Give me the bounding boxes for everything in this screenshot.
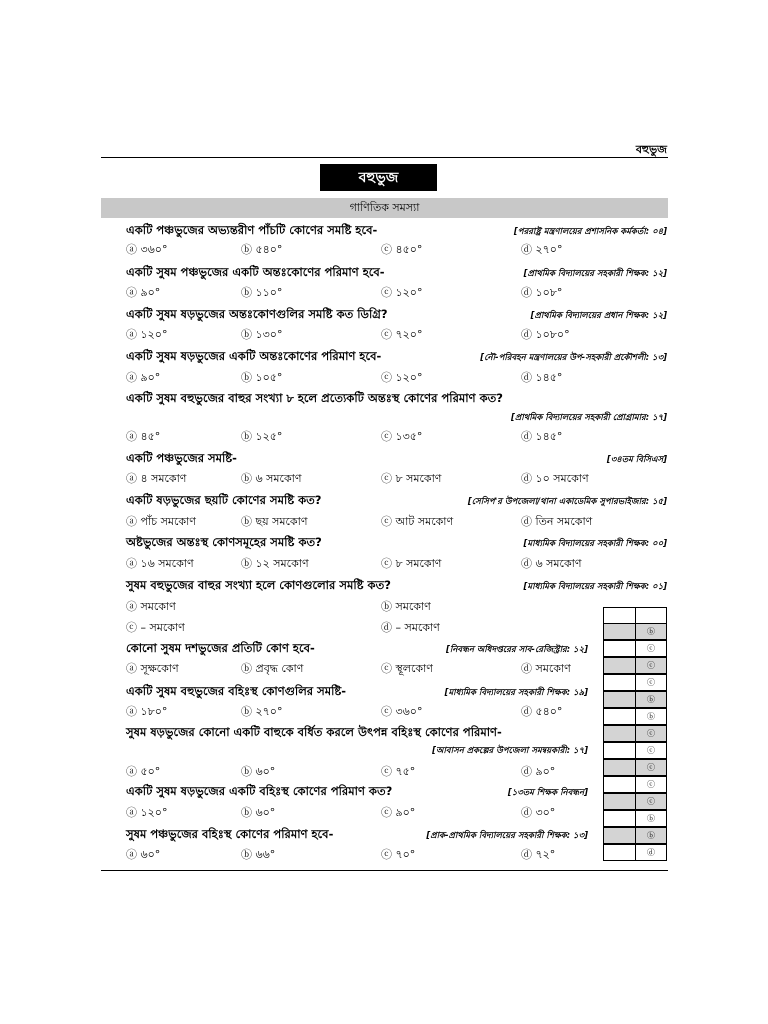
question-source: [মাধ্যমিক বিদ্যালয়ের সহকারী শিক্ষক: ০০] (523, 539, 667, 549)
option-d: ⓓ ১০৮° (521, 286, 563, 299)
option-d: ⓓ ৬ সমকোণ (521, 557, 582, 570)
header-rule (101, 157, 668, 158)
option-c: ⓒ আট সমকোণ (381, 515, 454, 528)
option-c: ⓒ ৯০° (381, 806, 416, 819)
option-b: ⓑ ২৭০° (241, 705, 283, 718)
option-c: ⓒ ৭৫° (381, 765, 416, 778)
option-c: ⓒ ৮ সমকোণ (381, 472, 442, 485)
option-d: ⓓ ১৪৫° (521, 371, 563, 384)
question-source: [প্রাথমিক বিদ্যালয়ের সহকারী শিক্ষক: ১২] (523, 269, 667, 279)
option-a: ⓐ সূক্ষকোণ (126, 662, 179, 675)
option-b: ⓑ ৬০° (241, 806, 276, 819)
option-a: ⓐ ৬০° (126, 848, 161, 861)
answer-key-row: ⓑ (603, 623, 667, 640)
question-text: একটি সুষম পঞ্চভুজের একটি অন্তঃকোণের পরিমাণ হবে- (126, 265, 385, 279)
option-a: ⓐ ৩৬০° (126, 243, 168, 256)
option-b: ⓑ ১১০° (241, 286, 283, 299)
question-text: একটি পঞ্চভুজের সমষ্টি- (126, 451, 237, 465)
question-text: একটি সুষম বহুভুজের বাহুর সংখ্যা ৮ হলে প্রত্যেকটি অন্তঃস্থ কোণের পরিমাণ কত? (126, 391, 503, 405)
option-c: ⓒ ১২০° (381, 371, 423, 384)
option-d: ⓓ ২৭০° (521, 243, 563, 256)
option-d: ⓓ ৩০° (521, 806, 556, 819)
answer-key-row: ⓑ (603, 810, 667, 827)
option-d: ⓓ ১০ সমকোণ (521, 472, 589, 485)
question-text: একটি পঞ্চভুজের অভ্যন্তরীণ পাঁচটি কোণের সমষ্টি হবে- (126, 223, 378, 237)
option-d: ⓓ তিন সমকোণ (521, 515, 593, 528)
option-b: ⓑ ৬০° (241, 765, 276, 778)
answer-key-row: ⓓ (603, 844, 667, 861)
answer-key-row: ⓒ (603, 674, 667, 691)
question-text: একটি ষড়ভুজের ছয়টি কোণের সমষ্টি কত? (126, 493, 322, 507)
question-source: [নিবন্ধন অধিদপ্তরের সাব-রেজিস্ট্রার: ১২] (446, 645, 588, 655)
option-b: ⓑ ৬ সমকোণ (241, 472, 302, 485)
question-source: [সেসিপ'র উপজেলা/থানা একাডেমিক সুপারভাইজার: ১৫] (467, 497, 667, 507)
question-source: [আবাসন প্রকল্পের উপজেলা সমন্বয়কারী: ১৭] (432, 746, 588, 756)
option-c: ⓒ স্থূলকোণ (381, 662, 433, 675)
option-b: ⓑ ১০৫° (241, 371, 283, 384)
option-d: ⓓ ৭২° (521, 848, 556, 861)
answer-key-row: ⓒ (603, 759, 667, 776)
option-a: ⓐ ১২০° (126, 806, 168, 819)
question-text: সুষম বহুভুজের বাহুর সংখ্যা হলে কোণগুলোর সমষ্টি কত? (126, 578, 391, 592)
answer-key-row: ⓑ (603, 708, 667, 725)
answer-key-row: ⓑ (603, 691, 667, 708)
option-c: ⓒ ৩৬০° (381, 705, 423, 718)
option-b: ⓑ ৬৬° (241, 848, 276, 861)
question-text: সুষম পঞ্চভুজের বহিঃস্থ কোণের পরিমাণ হবে- (126, 827, 334, 841)
answer-key-row: ⓒ (603, 776, 667, 793)
option-c: ⓒ ৭২০° (381, 328, 423, 341)
option-a: ⓐ ১৮০° (126, 705, 168, 718)
option-c: ⓒ ৮ সমকোণ (381, 557, 442, 570)
option-a: ⓐ পাঁচ সমকোণ (126, 515, 196, 528)
option-d: ⓓ – সমকোণ (381, 621, 440, 634)
question-text: একটি সুষম ষড়ভুজের অন্তঃকোণগুলির সমষ্টি কত ডিগ্রি? (126, 307, 388, 321)
option-b: ⓑ ১৩০° (241, 328, 283, 341)
option-c: ⓒ ১৩৫° (381, 430, 423, 443)
footer-rule (101, 870, 668, 871)
answer-key-row (603, 607, 667, 624)
question-text: কোনো সুষম দশভুজের প্রতিটি কোণ হবে- (126, 641, 315, 655)
option-a: ⓐ ৪ সমকোণ (126, 472, 187, 485)
question-source: [পররাষ্ট্র মন্ত্রণালয়ের প্রশাসনিক কর্মকর্তা: ০৪] (513, 227, 667, 237)
question-source: [মাধ্যমিক বিদ্যালয়ের সহকারী শিক্ষক: ০১] (523, 582, 667, 592)
question-source: [নৌ-পরিবহন মন্ত্রণালয়ের উপ-সহকারী প্রকৌশলী: ১৩] (480, 353, 667, 363)
option-c: ⓒ ৪৫০° (381, 243, 423, 256)
answer-key-row: ⓒ (603, 742, 667, 759)
question-source: [প্রাথমিক বিদ্যালয়ের সহকারী প্রোগ্রামার: ১৭] (511, 413, 667, 423)
question-source: [৩৪তম বিসিএস] (606, 455, 667, 465)
option-d: ⓓ ৫৪০° (521, 705, 563, 718)
option-d: ⓓ ১৪৫° (521, 430, 563, 443)
option-a: ⓐ ১২০° (126, 328, 168, 341)
answer-key-row: ⓒ (603, 793, 667, 810)
question-text: অষ্টভুজের অন্তঃস্থ কোণসমূহের সমষ্টি কত? (126, 535, 322, 549)
option-b: ⓑ সমকোণ (381, 600, 431, 613)
question-text: একটি সুষম ষড়ভুজের একটি বহিঃস্থ কোণের পরিমাণ কত? (126, 784, 393, 798)
question-text: একটি সুষম ষড়ভুজের একটি অন্তঃকোণের পরিমাণ হবে- (126, 349, 382, 363)
option-b: ⓑ ছয় সমকোণ (241, 515, 308, 528)
option-c: ⓒ – সমকোণ (126, 621, 185, 634)
option-a: ⓐ সমকোণ (126, 600, 176, 613)
running-header: বহুভুজ (635, 143, 667, 156)
option-a: ⓐ ৪৫° (126, 430, 161, 443)
option-b: ⓑ ১২৫° (241, 430, 283, 443)
option-d: ⓓ ৯০° (521, 765, 556, 778)
option-a: ⓐ ৯০° (126, 286, 161, 299)
option-c: ⓒ ১২০° (381, 286, 423, 299)
section-heading: গাণিতিক সমস্যা (101, 198, 668, 218)
question-text: সুষম ষড়ভুজের কোনো একটি বাহুকে বর্ধিত করলে উৎপন্ন বহিঃস্থ কোণের পরিমাণ- (126, 725, 502, 739)
answer-key-row: ⓒ (603, 640, 667, 657)
answer-key-row: ⓒ (603, 725, 667, 742)
option-d: ⓓ সমকোণ (521, 662, 571, 675)
question-source: [প্রাক-প্রাথমিক বিদ্যালয়ের সহকারী শিক্ষক: ১৩] (426, 831, 588, 841)
answer-key-row: ⓑ (603, 827, 667, 844)
option-a: ⓐ ১৬ সমকোণ (126, 557, 194, 570)
option-b: ⓑ প্রবৃদ্ধ কোণ (241, 662, 304, 675)
page-title: বহুভুজ (320, 164, 437, 191)
question-source: [১৩তম শিক্ষক নিবন্ধন] (507, 788, 588, 798)
option-b: ⓑ ৫৪০° (241, 243, 283, 256)
answer-key-row: ⓒ (603, 657, 667, 674)
option-a: ⓐ ৯০° (126, 371, 161, 384)
question-source: [প্রাথমিক বিদ্যালয়ের প্রধান শিক্ষক: ১২] (530, 311, 667, 321)
option-c: ⓒ ৭০° (381, 848, 416, 861)
question-source: [মাধ্যমিক বিদ্যালয়ের সহকারী শিক্ষক: ১৯] (444, 688, 588, 698)
question-text: একটি সুষম বহুভুজের বহিঃস্থ কোণগুলির সমষ্টি- (126, 684, 347, 698)
option-d: ⓓ ১০৮০° (521, 328, 570, 341)
option-b: ⓑ ১২ সমকোণ (241, 557, 309, 570)
option-a: ⓐ ৫০° (126, 765, 161, 778)
